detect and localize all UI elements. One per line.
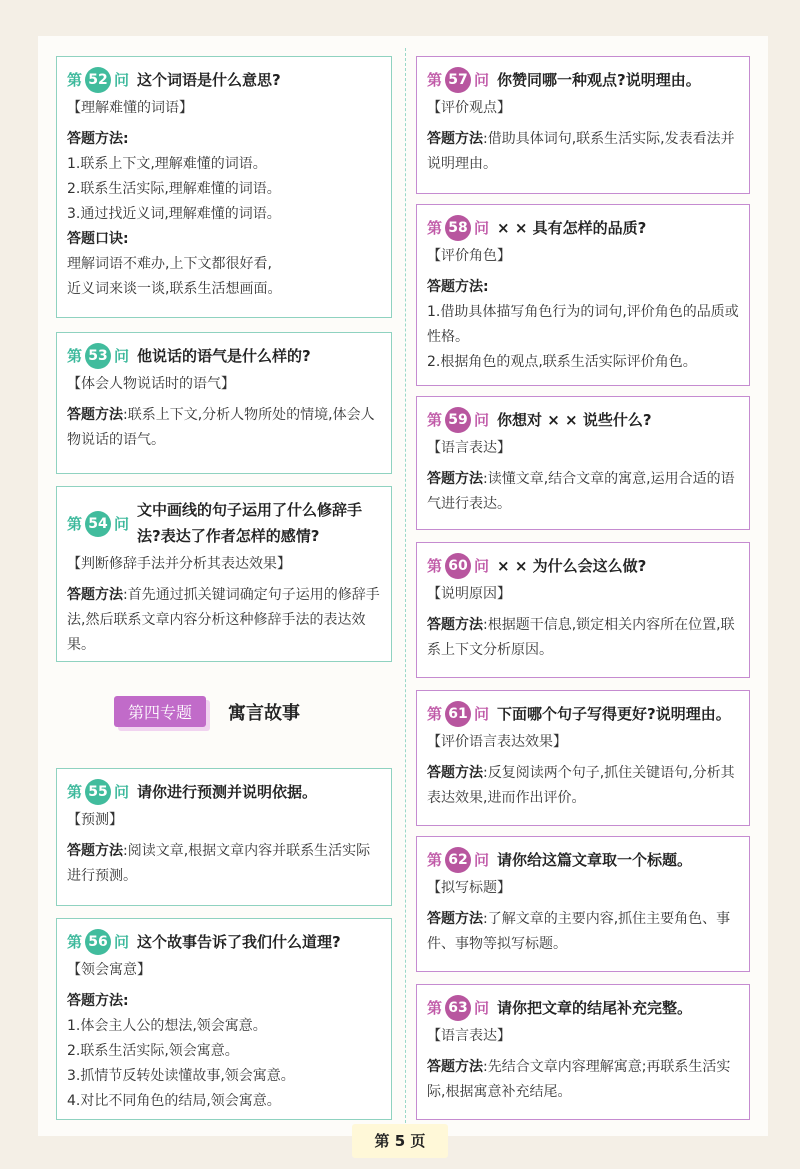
question-number-tag	[67, 779, 129, 805]
question-title: × × 具有怎样的品质?	[497, 219, 647, 237]
question-card-63	[416, 984, 750, 1120]
section-badge: 第四专题	[114, 696, 206, 727]
question-category: 【领会寓意】	[67, 962, 151, 978]
question-number-tag	[67, 929, 129, 955]
answer-method-label: 答题方法	[427, 765, 483, 781]
question-header	[67, 343, 381, 369]
di-label: 第	[427, 411, 443, 429]
answer-method-label: 答题方法	[67, 407, 123, 423]
wen-label: 问	[474, 219, 490, 237]
di-label: 第	[427, 71, 443, 89]
page-number: 第 5 页	[352, 1124, 448, 1158]
question-header	[427, 215, 739, 241]
question-card-57	[416, 56, 750, 194]
question-number-badge: 62	[445, 847, 471, 873]
answer-tip-line: 理解词语不难办,上下文都很好看,	[67, 256, 272, 272]
answer-method	[67, 839, 381, 889]
wen-label: 问	[474, 999, 490, 1017]
question-category: 【说明原因】	[427, 586, 511, 602]
answer-method-text: :读懂文章,结合文章的寓意,运用合适的语气进行表达。	[427, 471, 735, 512]
di-label: 第	[67, 783, 83, 801]
question-category: 【语言表达】	[427, 440, 511, 456]
question-number-tag	[67, 343, 129, 369]
question-category: 【语言表达】	[427, 1028, 511, 1044]
question-card-56	[56, 918, 392, 1120]
answer-method	[427, 467, 739, 517]
page	[38, 36, 768, 1136]
answer-method	[67, 583, 381, 658]
answer-method-label: 答题方法:	[427, 279, 489, 295]
answer-method	[67, 127, 381, 302]
wen-label: 问	[114, 783, 130, 801]
question-number-tag	[427, 847, 489, 873]
question-title: × × 为什么会这么做?	[497, 557, 647, 575]
question-number-tag	[427, 407, 489, 433]
question-header	[67, 497, 381, 549]
question-card-60	[416, 542, 750, 678]
question-category: 【判断修辞手法并分析其表达效果】	[67, 556, 291, 572]
answer-method-label: 答题方法:	[67, 131, 129, 147]
di-label: 第	[67, 933, 83, 951]
question-number-tag	[67, 67, 129, 93]
question-header	[427, 995, 739, 1021]
di-label: 第	[427, 705, 443, 723]
question-card-55	[56, 768, 392, 906]
question-title: 下面哪个句子写得更好?说明理由。	[497, 705, 731, 723]
question-title: 你赞同哪一种观点?说明理由。	[497, 71, 701, 89]
question-category: 【预测】	[67, 812, 123, 828]
section-header	[114, 696, 300, 727]
answer-method-text: :首先通过抓关键词确定句子运用的修辞手法,然后联系文章内容分析这种修辞手法的表达效果。	[67, 587, 380, 653]
answer-method	[427, 761, 739, 811]
answer-method-text: :根据题干信息,锁定相关内容所在位置,联系上下文分析原因。	[427, 617, 735, 658]
question-card-52	[56, 56, 392, 318]
method-step: 1.借助具体描写角色行为的词句,评价角色的品质或性格。	[427, 304, 739, 345]
answer-method-label: 答题方法	[67, 843, 123, 859]
question-card-54	[56, 486, 392, 662]
answer-tip-line: 近义词来谈一谈,联系生活想画面。	[67, 281, 282, 297]
question-category: 【评价观点】	[427, 100, 511, 116]
question-number-badge: 55	[85, 779, 111, 805]
answer-method-text: :阅读文章,根据文章内容并联系生活实际进行预测。	[67, 843, 371, 884]
di-label: 第	[67, 347, 83, 365]
answer-method-text: :联系上下文,分析人物所处的情境,体会人物说话的语气。	[67, 407, 375, 448]
column-divider	[405, 48, 406, 1128]
section-title: 寓言故事	[228, 702, 301, 724]
question-header	[427, 701, 739, 727]
di-label: 第	[427, 557, 443, 575]
question-number-badge: 54	[85, 511, 111, 537]
question-title: 请你进行预测并说明依据。	[137, 783, 318, 801]
method-step: 2.联系生活实际,理解难懂的词语。	[67, 181, 281, 197]
answer-method-label: 答题方法	[427, 911, 483, 927]
answer-tip-label: 答题口诀:	[67, 231, 129, 247]
question-header	[427, 407, 739, 433]
wen-label: 问	[474, 71, 490, 89]
question-card-53	[56, 332, 392, 474]
question-number-tag	[427, 553, 489, 579]
wen-label: 问	[114, 515, 130, 533]
question-number-badge: 63	[445, 995, 471, 1021]
question-number-tag	[427, 701, 489, 727]
wen-label: 问	[114, 347, 130, 365]
question-number-badge: 57	[445, 67, 471, 93]
method-step: 2.根据角色的观点,联系生活实际评价角色。	[427, 354, 697, 370]
question-number-badge: 52	[85, 67, 111, 93]
question-header	[67, 929, 381, 955]
wen-label: 问	[114, 933, 130, 951]
answer-method-label: 答题方法	[427, 617, 483, 633]
question-number-tag	[67, 511, 129, 537]
answer-method-label: 答题方法	[67, 587, 123, 603]
question-title: 你想对 × × 说些什么?	[497, 411, 652, 429]
question-number-badge: 53	[85, 343, 111, 369]
method-step: 1.体会主人公的想法,领会寓意。	[67, 1018, 267, 1034]
question-number-badge: 60	[445, 553, 471, 579]
question-title: 文中画线的句子运用了什么修辞手法?表达了作者怎样的感情?	[137, 501, 363, 545]
question-category: 【体会人物说话时的语气】	[67, 376, 235, 392]
answer-method-text: :先结合文章内容理解寓意;再联系生活实际,根据寓意补充结尾。	[427, 1059, 731, 1100]
answer-method-text: :了解文章的主要内容,抓住主要角色、事件、事物等拟写标题。	[427, 911, 731, 952]
wen-label: 问	[474, 411, 490, 429]
di-label: 第	[67, 515, 83, 533]
question-number-badge: 58	[445, 215, 471, 241]
question-card-58	[416, 204, 750, 386]
method-step: 3.通过找近义词,理解难懂的词语。	[67, 206, 281, 222]
question-number-badge: 59	[445, 407, 471, 433]
question-number-tag	[427, 995, 489, 1021]
wen-label: 问	[474, 851, 490, 869]
wen-label: 问	[474, 705, 490, 723]
question-title: 这个故事告诉了我们什么道理?	[137, 933, 341, 951]
answer-method-label: 答题方法:	[67, 993, 129, 1009]
answer-method-text: :借助具体词句,联系生活实际,发表看法并说明理由。	[427, 131, 735, 172]
question-card-61	[416, 690, 750, 826]
method-step: 1.联系上下文,理解难懂的词语。	[67, 156, 267, 172]
wen-label: 问	[114, 71, 130, 89]
question-number-badge: 56	[85, 929, 111, 955]
answer-method	[427, 127, 739, 177]
question-category: 【评价语言表达效果】	[427, 734, 567, 750]
answer-method-label: 答题方法	[427, 1059, 483, 1075]
question-header	[67, 779, 381, 805]
answer-method	[427, 907, 739, 957]
answer-method-label: 答题方法	[427, 131, 483, 147]
question-title: 这个词语是什么意思?	[137, 71, 281, 89]
answer-method	[427, 1055, 739, 1105]
method-step: 2.联系生活实际,领会寓意。	[67, 1043, 239, 1059]
question-number-tag	[427, 67, 489, 93]
question-header	[427, 553, 739, 579]
question-card-59	[416, 396, 750, 530]
question-category: 【拟写标题】	[427, 880, 511, 896]
question-category: 【评价角色】	[427, 248, 511, 264]
di-label: 第	[427, 999, 443, 1017]
di-label: 第	[67, 71, 83, 89]
method-step: 3.抓情节反转处读懂故事,领会寓意。	[67, 1068, 295, 1084]
answer-method	[67, 989, 381, 1114]
method-step: 4.对比不同角色的结局,领会寓意。	[67, 1093, 281, 1109]
di-label: 第	[427, 851, 443, 869]
question-title: 请你给这篇文章取一个标题。	[497, 851, 693, 869]
question-header	[67, 67, 381, 93]
question-number-badge: 61	[445, 701, 471, 727]
question-category: 【理解难懂的词语】	[67, 100, 193, 116]
question-title: 请你把文章的结尾补充完整。	[497, 999, 693, 1017]
question-title: 他说话的语气是什么样的?	[137, 347, 311, 365]
question-number-tag	[427, 215, 489, 241]
answer-method	[427, 613, 739, 663]
di-label: 第	[427, 219, 443, 237]
question-header	[427, 847, 739, 873]
question-header	[427, 67, 739, 93]
answer-method	[427, 275, 739, 375]
question-card-62	[416, 836, 750, 972]
wen-label: 问	[474, 557, 490, 575]
answer-method-label: 答题方法	[427, 471, 483, 487]
answer-method-text: :反复阅读两个句子,抓住关键语句,分析其表达效果,进而作出评价。	[427, 765, 735, 806]
answer-method	[67, 403, 381, 453]
